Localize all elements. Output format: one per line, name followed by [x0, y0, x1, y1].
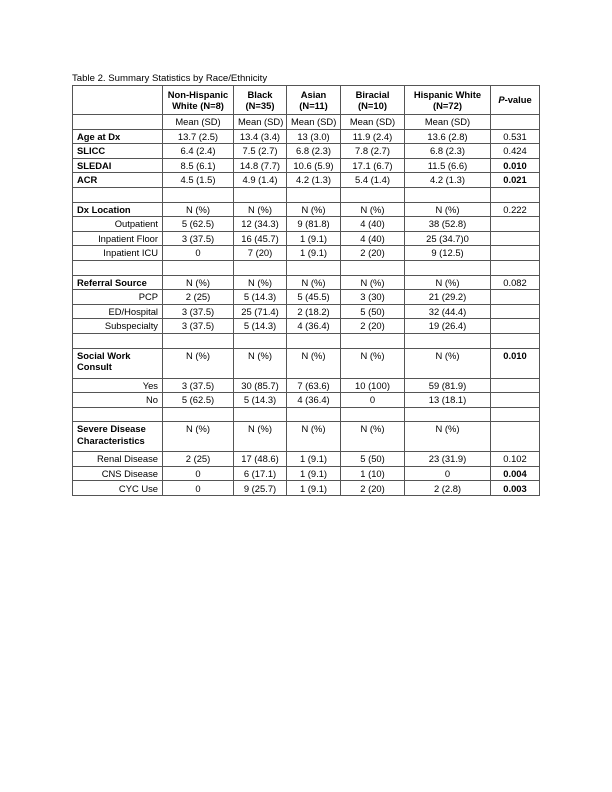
- value-cell: N (%): [341, 348, 405, 378]
- table-row: [73, 481, 540, 496]
- value-cell: 7.8 (2.7): [341, 144, 405, 159]
- row-label: Yes: [73, 378, 163, 393]
- header-biracial: Biracial (N=10): [341, 86, 405, 115]
- row-label: Subspecialty: [73, 319, 163, 334]
- p-value-cell: 0.424: [491, 144, 540, 159]
- spacer-row: [73, 407, 540, 422]
- value-cell: 21 (29.2): [405, 290, 491, 305]
- table-row: [73, 304, 540, 319]
- value-cell: 5 (50): [341, 304, 405, 319]
- value-cell: 1 (9.1): [287, 466, 341, 481]
- value-cell: [234, 407, 287, 422]
- value-cell: N (%): [234, 348, 287, 378]
- p-value-cell: 0.531: [491, 129, 540, 144]
- table-row: [73, 378, 540, 393]
- p-value-cell: 0.222: [491, 202, 540, 217]
- row-label: Outpatient: [73, 217, 163, 232]
- value-cell: 4 (36.4): [287, 319, 341, 334]
- value-cell: 16 (45.7): [234, 231, 287, 246]
- value-cell: 3 (30): [341, 290, 405, 305]
- value-cell: Mean (SD): [163, 115, 234, 130]
- value-cell: [287, 407, 341, 422]
- row-label: Inpatient Floor: [73, 231, 163, 246]
- value-cell: 11.5 (6.6): [405, 158, 491, 173]
- value-cell: Mean (SD): [234, 115, 287, 130]
- value-cell: 3 (37.5): [163, 304, 234, 319]
- row-label: [73, 333, 163, 348]
- value-cell: 6.8 (2.3): [287, 144, 341, 159]
- value-cell: 10.6 (5.9): [287, 158, 341, 173]
- header-black: Black (N=35): [234, 86, 287, 115]
- value-cell: 59 (81.9): [405, 378, 491, 393]
- value-cell: 4.5 (1.5): [163, 173, 234, 188]
- table-row: [73, 115, 540, 130]
- table-row: [73, 231, 540, 246]
- row-label: Dx Location: [73, 202, 163, 217]
- value-cell: 8.5 (6.1): [163, 158, 234, 173]
- value-cell: 7.5 (2.7): [234, 144, 287, 159]
- value-cell: [405, 333, 491, 348]
- p-value-cell: 0.003: [491, 481, 540, 496]
- value-cell: 25 (71.4): [234, 304, 287, 319]
- p-value-cell: 0.082: [491, 275, 540, 290]
- value-cell: N (%): [405, 348, 491, 378]
- table-row: [73, 144, 540, 159]
- table-row: [73, 275, 540, 290]
- value-cell: [405, 187, 491, 202]
- table-row: [73, 246, 540, 261]
- p-value-cell: 0.010: [491, 348, 540, 378]
- value-cell: 2 (18.2): [287, 304, 341, 319]
- p-value-cell: [491, 407, 540, 422]
- value-cell: 32 (44.4): [405, 304, 491, 319]
- value-cell: [341, 407, 405, 422]
- value-cell: 9 (81.8): [287, 217, 341, 232]
- p-value-cell: [491, 290, 540, 305]
- table-row: [73, 202, 540, 217]
- value-cell: 5 (50): [341, 452, 405, 467]
- value-cell: Mean (SD): [287, 115, 341, 130]
- table-row: [73, 290, 540, 305]
- value-cell: [287, 187, 341, 202]
- row-label: CNS Disease: [73, 466, 163, 481]
- spacer-row: [73, 333, 540, 348]
- summary-statistics-table: [72, 85, 540, 496]
- value-cell: 4 (40): [341, 231, 405, 246]
- p-value-cell: 0.102: [491, 452, 540, 467]
- value-cell: 1 (9.1): [287, 452, 341, 467]
- value-cell: 13 (3.0): [287, 129, 341, 144]
- value-cell: 5 (45.5): [287, 290, 341, 305]
- p-value-cell: [491, 319, 540, 334]
- value-cell: [163, 187, 234, 202]
- row-label: [73, 407, 163, 422]
- value-cell: 2 (25): [163, 452, 234, 467]
- value-cell: 0: [341, 393, 405, 408]
- value-cell: 2 (20): [341, 319, 405, 334]
- table-row: [73, 393, 540, 408]
- header-hispanic-white: Hispanic White (N=72): [405, 86, 491, 115]
- value-cell: N (%): [341, 202, 405, 217]
- value-cell: 5 (62.5): [163, 393, 234, 408]
- value-cell: 6.8 (2.3): [405, 144, 491, 159]
- header-cell-empty: [73, 86, 163, 115]
- value-cell: [341, 187, 405, 202]
- value-cell: 1 (9.1): [287, 481, 341, 496]
- p-value-cell: [491, 187, 540, 202]
- row-label: SLEDAI: [73, 158, 163, 173]
- value-cell: 13.4 (3.4): [234, 129, 287, 144]
- row-label: Age at Dx: [73, 129, 163, 144]
- value-cell: 0: [405, 466, 491, 481]
- p-value-cell: 0.021: [491, 173, 540, 188]
- row-label: Renal Disease: [73, 452, 163, 467]
- table-row: [73, 158, 540, 173]
- value-cell: 10 (100): [341, 378, 405, 393]
- value-cell: 38 (52.8): [405, 217, 491, 232]
- value-cell: [405, 260, 491, 275]
- table-row: [73, 452, 540, 467]
- value-cell: N (%): [163, 202, 234, 217]
- p-value-cell: [491, 217, 540, 232]
- value-cell: 1 (10): [341, 466, 405, 481]
- value-cell: 11.9 (2.4): [341, 129, 405, 144]
- value-cell: 30 (85.7): [234, 378, 287, 393]
- value-cell: 12 (34.3): [234, 217, 287, 232]
- table-row: [73, 422, 540, 452]
- row-label: CYC Use: [73, 481, 163, 496]
- value-cell: 0: [163, 246, 234, 261]
- value-cell: [234, 187, 287, 202]
- value-cell: N (%): [287, 202, 341, 217]
- value-cell: 2 (20): [341, 246, 405, 261]
- p-value-cell: 0.010: [491, 158, 540, 173]
- value-cell: 2 (25): [163, 290, 234, 305]
- value-cell: [405, 407, 491, 422]
- value-cell: 7 (20): [234, 246, 287, 261]
- value-cell: [163, 407, 234, 422]
- p-italic: P: [498, 94, 505, 106]
- value-cell: N (%): [405, 275, 491, 290]
- value-cell: 3 (37.5): [163, 319, 234, 334]
- value-cell: 0: [163, 481, 234, 496]
- value-cell: 5.4 (1.4): [341, 173, 405, 188]
- p-value-cell: [491, 393, 540, 408]
- p-value-cell: [491, 422, 540, 452]
- value-cell: 5 (14.3): [234, 393, 287, 408]
- table-row: [73, 348, 540, 378]
- header-asian: Asian (N=11): [287, 86, 341, 115]
- row-label: PCP: [73, 290, 163, 305]
- value-cell: 1 (9.1): [287, 231, 341, 246]
- p-value-cell: [491, 333, 540, 348]
- row-label: Inpatient ICU: [73, 246, 163, 261]
- value-cell: 6.4 (2.4): [163, 144, 234, 159]
- value-cell: 6 (17.1): [234, 466, 287, 481]
- p-value-cell: [491, 260, 540, 275]
- value-cell: 14.8 (7.7): [234, 158, 287, 173]
- p-value-cell: 0.004: [491, 466, 540, 481]
- value-cell: N (%): [287, 348, 341, 378]
- value-cell: 5 (62.5): [163, 217, 234, 232]
- value-cell: 7 (63.6): [287, 378, 341, 393]
- value-cell: [163, 333, 234, 348]
- value-cell: [341, 260, 405, 275]
- row-label: ACR: [73, 173, 163, 188]
- value-cell: N (%): [163, 348, 234, 378]
- value-cell: [234, 260, 287, 275]
- row-label: Severe Disease Characteristics: [73, 422, 163, 452]
- value-cell: N (%): [163, 422, 234, 452]
- value-cell: [287, 333, 341, 348]
- value-cell: [234, 333, 287, 348]
- value-cell: 25 (34.7)0: [405, 231, 491, 246]
- table-row: [73, 217, 540, 232]
- row-label: No: [73, 393, 163, 408]
- value-cell: 17.1 (6.7): [341, 158, 405, 173]
- value-cell: 5 (14.3): [234, 319, 287, 334]
- row-label: [73, 187, 163, 202]
- value-cell: 0: [163, 466, 234, 481]
- p-value-cell: [491, 115, 540, 130]
- value-cell: N (%): [234, 422, 287, 452]
- row-label: Referral Source: [73, 275, 163, 290]
- value-cell: [287, 260, 341, 275]
- value-cell: 4.2 (1.3): [287, 173, 341, 188]
- p-value-cell: [491, 378, 540, 393]
- spacer-row: [73, 187, 540, 202]
- header-p-value: [491, 86, 540, 115]
- value-cell: N (%): [287, 422, 341, 452]
- value-cell: N (%): [234, 202, 287, 217]
- value-cell: [341, 333, 405, 348]
- value-cell: 19 (26.4): [405, 319, 491, 334]
- value-cell: 4 (40): [341, 217, 405, 232]
- header-non-hispanic-white: Non-Hispanic White (N=8): [163, 86, 234, 115]
- value-cell: 17 (48.6): [234, 452, 287, 467]
- value-cell: 13.7 (2.5): [163, 129, 234, 144]
- value-cell: 9 (12.5): [405, 246, 491, 261]
- value-cell: 13 (18.1): [405, 393, 491, 408]
- value-cell: N (%): [234, 275, 287, 290]
- value-cell: 1 (9.1): [287, 246, 341, 261]
- p-value-cell: [491, 304, 540, 319]
- value-cell: [163, 260, 234, 275]
- value-cell: 4.9 (1.4): [234, 173, 287, 188]
- p-value-cell: [491, 246, 540, 261]
- value-cell: N (%): [163, 275, 234, 290]
- value-cell: N (%): [341, 275, 405, 290]
- value-cell: 5 (14.3): [234, 290, 287, 305]
- table-row: [73, 173, 540, 188]
- table-row: [73, 466, 540, 481]
- value-cell: 4 (36.4): [287, 393, 341, 408]
- value-cell: 2 (2.8): [405, 481, 491, 496]
- row-label: SLICC: [73, 144, 163, 159]
- p-value-cell: [491, 231, 540, 246]
- value-cell: 2 (20): [341, 481, 405, 496]
- value-cell: 3 (37.5): [163, 378, 234, 393]
- row-label: [73, 260, 163, 275]
- row-label: [73, 115, 163, 130]
- table-row: [73, 129, 540, 144]
- value-cell: N (%): [405, 202, 491, 217]
- table-caption: Table 2. Summary Statistics by Race/Ethnicity: [72, 73, 268, 84]
- value-cell: N (%): [287, 275, 341, 290]
- spacer-row: [73, 260, 540, 275]
- value-cell: 23 (31.9): [405, 452, 491, 467]
- header-row: [73, 86, 540, 115]
- value-cell: Mean (SD): [341, 115, 405, 130]
- row-label: Social Work Consult: [73, 348, 163, 378]
- value-cell: N (%): [341, 422, 405, 452]
- value-cell: 3 (37.5): [163, 231, 234, 246]
- value-cell: 4.2 (1.3): [405, 173, 491, 188]
- value-cell: Mean (SD): [405, 115, 491, 130]
- row-label: ED/Hospital: [73, 304, 163, 319]
- table-row: [73, 319, 540, 334]
- value-cell: 9 (25.7): [234, 481, 287, 496]
- p-rest: -value: [504, 94, 532, 106]
- value-cell: N (%): [405, 422, 491, 452]
- value-cell: 13.6 (2.8): [405, 129, 491, 144]
